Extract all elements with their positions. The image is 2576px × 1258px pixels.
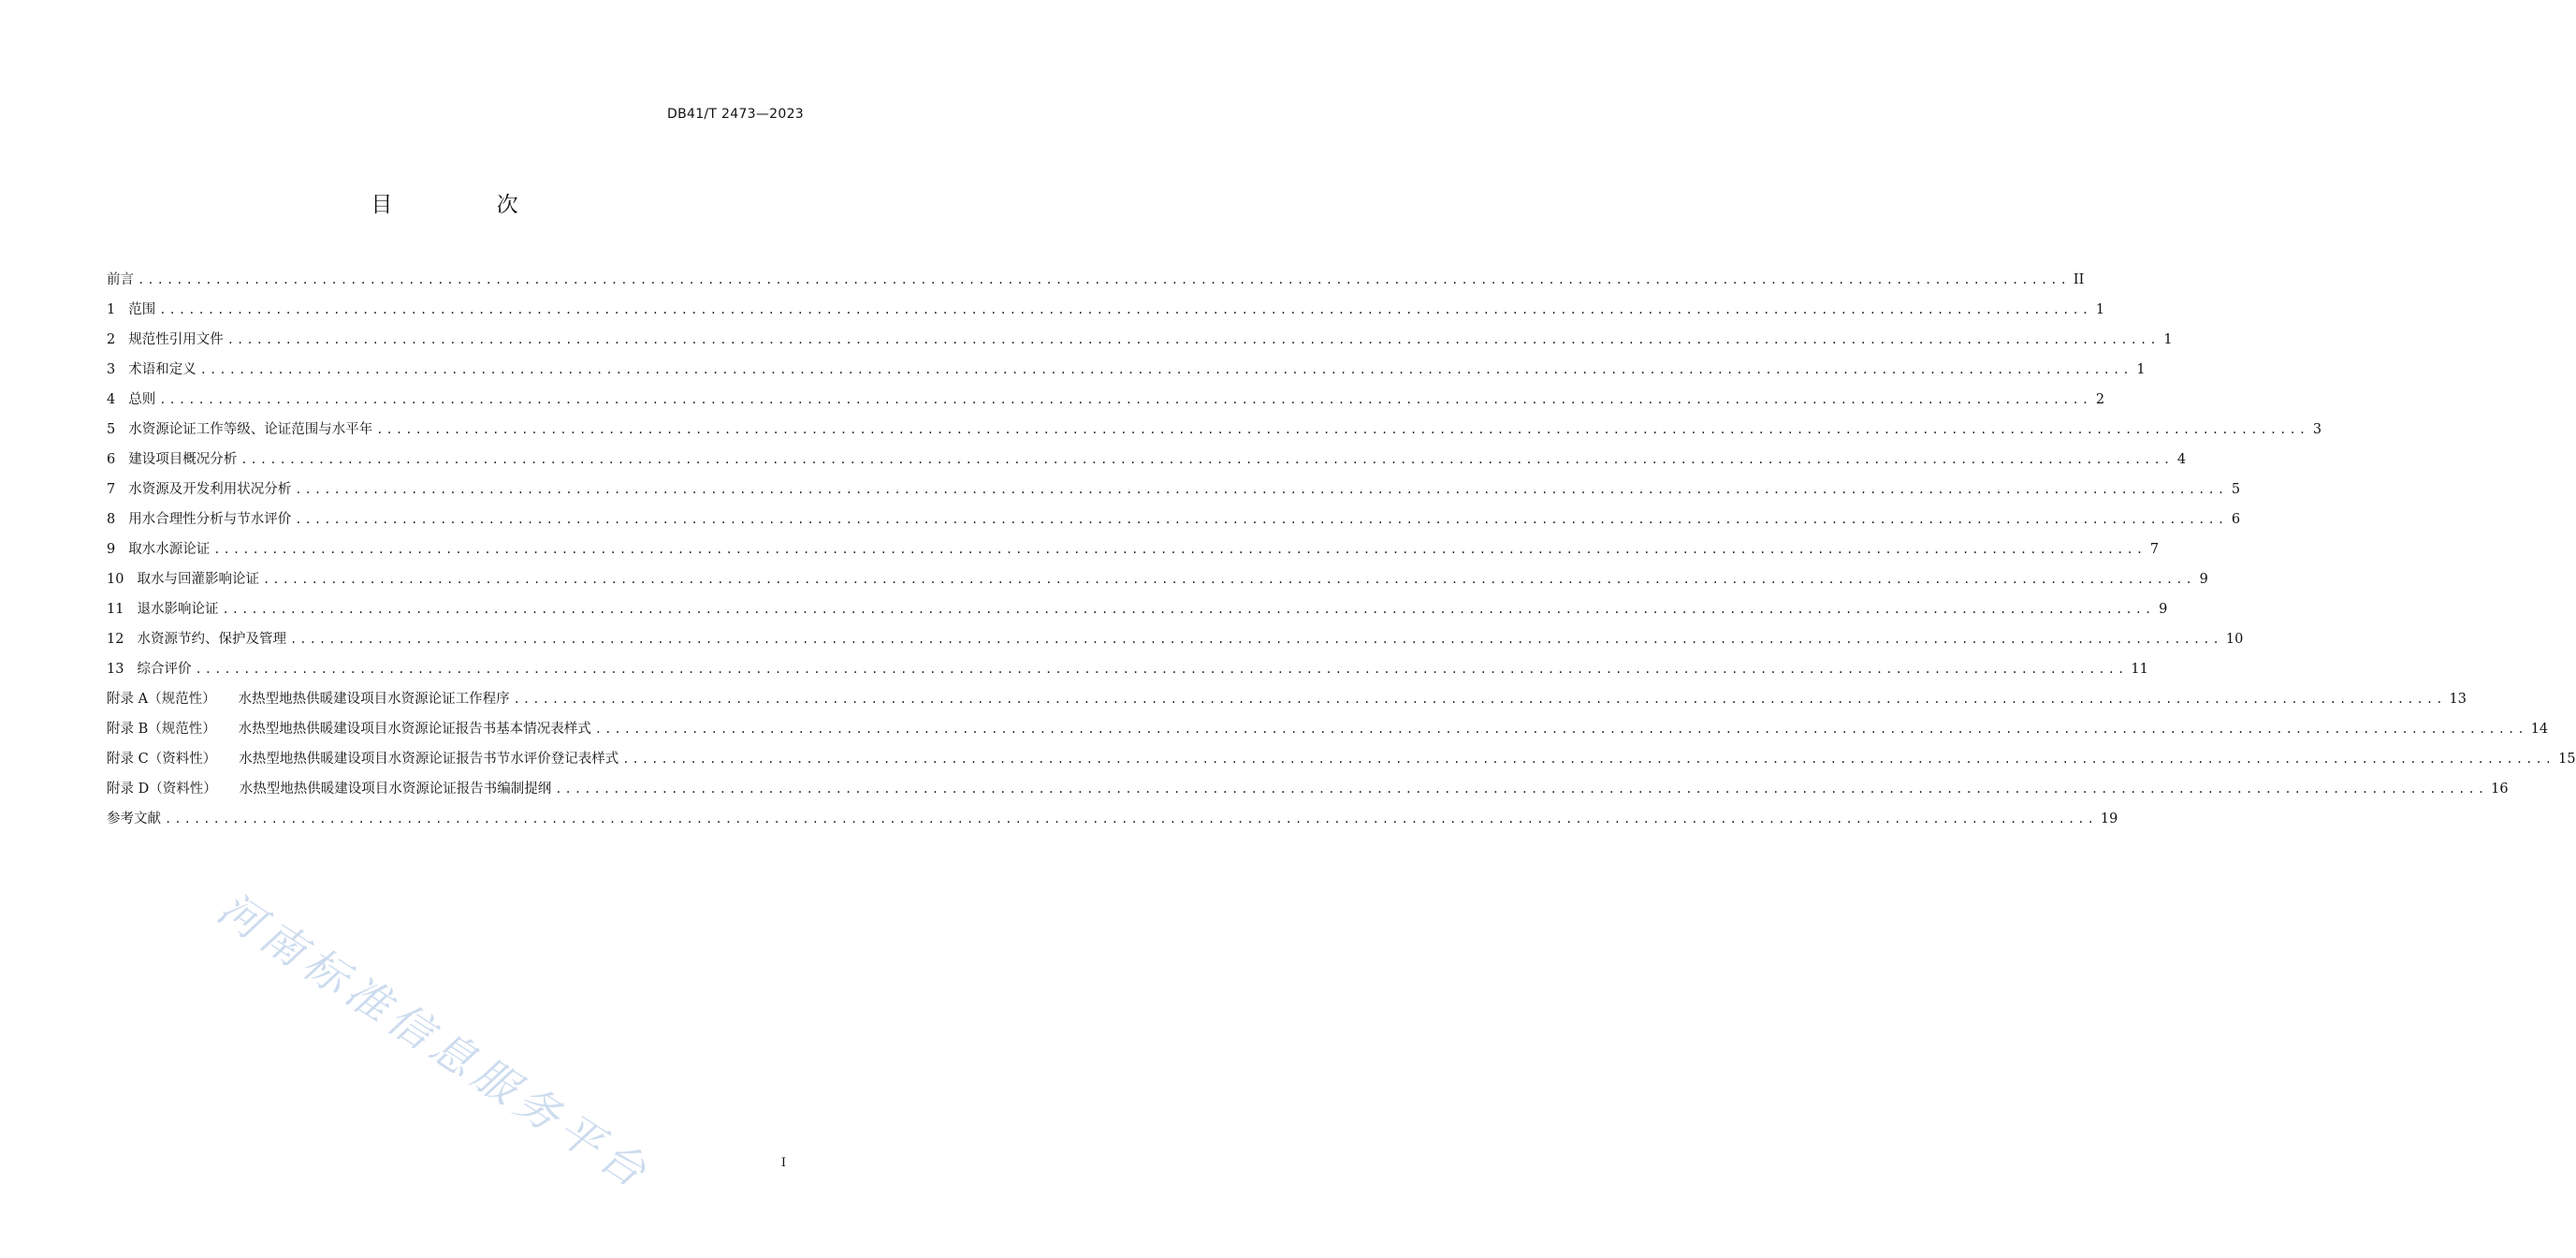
toc-entry-page: 9 — [2159, 602, 2168, 617]
toc-entry[interactable] — [107, 629, 2244, 659]
toc-dot-leader: ........................................................................................................................................................................................................ — [289, 633, 2222, 646]
toc-entry-label — [107, 569, 259, 590]
toc-entry-page: 1 — [2136, 362, 2146, 377]
toc-entry[interactable] — [107, 569, 2208, 599]
toc-entry-number: 附录 B（规范性） — [107, 722, 216, 737]
toc-entry[interactable] — [107, 719, 2549, 749]
toc-entry[interactable] — [107, 449, 2187, 479]
toc-entry[interactable] — [107, 779, 2509, 809]
toc-entry-number: 6 — [107, 452, 116, 467]
toc-entry-text: 范围 — [128, 302, 156, 317]
toc-entry-number: 12 — [107, 632, 124, 647]
toc-dot-leader: ........................................................................................................................................................................................................ — [594, 723, 2527, 736]
toc-entry-page: II — [2073, 272, 2085, 287]
page-number: I — [780, 1156, 786, 1170]
toc-entry-number: 7 — [107, 482, 116, 497]
toc-entry-page: 16 — [2491, 782, 2509, 797]
toc-entry-text: 取水与回灌影响论证 — [137, 572, 259, 587]
toc-entry-page: 1 — [2163, 332, 2173, 347]
toc-entry-text: 综合评价 — [137, 662, 192, 677]
toc-entry[interactable] — [107, 329, 2173, 359]
toc-entry[interactable] — [107, 539, 2160, 569]
toc-entry-page: 11 — [2131, 662, 2148, 677]
toc-entry-label — [107, 659, 191, 680]
toc-entry-page: 2 — [2095, 392, 2105, 407]
toc-entry-text: 水热型地热供暖建设项目水资源论证工作程序 — [238, 692, 510, 707]
toc-entry-text: 水资源节约、保护及管理 — [137, 632, 286, 647]
toc-entry-label — [107, 809, 161, 829]
toc-dot-leader: ........................................................................................................................................................................................................ — [165, 812, 2097, 826]
toc-dot-leader: ........................................................................................................................................................................................................ — [159, 393, 2092, 406]
toc-entry-label — [107, 599, 218, 620]
toc-entry[interactable] — [107, 389, 2105, 419]
toc-entry-text: 用水合理性分析与节水评价 — [128, 512, 292, 527]
toc-entry-page: 14 — [2530, 722, 2549, 737]
toc-entry-label — [107, 719, 591, 739]
toc-entry-page: 15 — [2558, 752, 2576, 767]
toc-entry[interactable] — [107, 359, 2146, 389]
toc-entry[interactable] — [107, 479, 2241, 509]
toc-dot-leader: ........................................................................................................................................................................................................ — [262, 573, 2195, 586]
toc-entry-text: 总则 — [128, 392, 156, 407]
toc-entry-page: 3 — [2312, 422, 2322, 437]
toc-entry-number: 9 — [107, 542, 116, 557]
standard-code: DB41/T 2473—2023 — [667, 107, 804, 122]
toc-entry-number: 4 — [107, 392, 116, 407]
toc-entry-text: 前言 — [107, 272, 134, 287]
toc-entry-label — [107, 779, 551, 799]
toc-entry[interactable] — [107, 809, 2118, 839]
toc-entry-page: 4 — [2176, 452, 2187, 467]
toc-entry-number: 13 — [107, 662, 124, 677]
toc-dot-leader: ........................................................................................................................................................................................................ — [199, 363, 2132, 376]
toc-entry-label — [107, 419, 372, 440]
toc-dot-leader: ........................................................................................................................................................................................................ — [138, 273, 2070, 286]
toc-entry-page: 1 — [2095, 302, 2105, 317]
toc-entry[interactable] — [107, 689, 2467, 719]
toc-entry-number: 附录 C（资料性） — [107, 752, 217, 767]
toc-entry-number: 2 — [107, 332, 116, 347]
toc-entry-number: 3 — [107, 362, 116, 377]
page-title: 目 次 — [371, 193, 567, 217]
toc-entry-text: 水资源及开发利用状况分析 — [128, 482, 292, 497]
toc-entry-text: 参考文献 — [107, 812, 161, 826]
toc-entry[interactable] — [107, 599, 2168, 629]
toc-entry-page: 13 — [2449, 692, 2467, 707]
toc-dot-leader: ........................................................................................................................................................................................................ — [555, 783, 2488, 796]
toc-entry-text: 取水水源论证 — [128, 542, 211, 557]
watermark: 河南标准信息服务平台 — [209, 882, 661, 1201]
toc-entry-page: 19 — [2100, 812, 2118, 826]
toc-entry-number: 10 — [107, 572, 124, 587]
toc-entry-label — [107, 479, 291, 500]
toc-entry-text: 退水影响论证 — [137, 602, 219, 617]
toc-entry-label — [107, 270, 134, 290]
toc-entry-number: 附录 D（资料性） — [107, 782, 217, 797]
toc-dot-leader: ........................................................................................................................................................................................................ — [513, 693, 2446, 706]
toc-entry-label — [107, 449, 237, 470]
toc-entry-label — [107, 749, 619, 769]
toc-dot-leader: ........................................................................................................................................................................................................ — [195, 663, 2128, 676]
toc-entry-number: 附录 A（规范性） — [107, 692, 216, 707]
toc-entry[interactable] — [107, 300, 2105, 329]
toc-dot-leader: ........................................................................................................................................................................................................ — [222, 603, 2155, 616]
toc-entry-page: 5 — [2231, 482, 2241, 497]
toc-entry-label — [107, 389, 155, 410]
toc-entry[interactable] — [107, 659, 2148, 689]
toc-entry-page: 10 — [2225, 632, 2244, 647]
toc-entry-page: 9 — [2199, 572, 2208, 587]
toc-dot-leader: ........................................................................................................................................................................................................ — [240, 453, 2174, 466]
toc-entry-text: 规范性引用文件 — [128, 332, 224, 347]
toc-entry-label — [107, 329, 224, 350]
toc-entry-number: 5 — [107, 422, 116, 437]
toc-entry-page: 6 — [2231, 512, 2241, 527]
toc-entry-number: 11 — [107, 602, 124, 617]
toc-entry-label — [107, 509, 291, 530]
toc-dot-leader: ........................................................................................................................................................................................................ — [226, 333, 2160, 346]
toc-entry[interactable] — [107, 419, 2322, 449]
toc-entry-text: 水资源论证工作等级、论证范围与水平年 — [128, 422, 373, 437]
toc-entry-text: 建设项目概况分析 — [128, 452, 238, 467]
toc-entry[interactable] — [107, 749, 2576, 779]
toc-entry-number: 1 — [107, 302, 116, 317]
toc-entry-label — [107, 539, 210, 560]
toc-entry-text: 水热型地热供暖建设项目水资源论证报告书节水评价登记表样式 — [239, 752, 619, 767]
toc-dot-leader: ........................................................................................................................................................................................................ — [622, 753, 2555, 766]
toc-entry-text: 水热型地热供暖建设项目水资源论证报告书编制提纲 — [239, 782, 552, 797]
toc-entry-number: 8 — [107, 512, 116, 527]
toc-dot-leader: ........................................................................................................................................................................................................ — [159, 303, 2092, 316]
toc-entry[interactable] — [107, 509, 2241, 539]
toc-entry-label — [107, 300, 155, 320]
toc-entry[interactable] — [107, 270, 2085, 300]
toc-entry-label — [107, 359, 196, 380]
toc-entry-text: 水热型地热供暖建设项目水资源论证报告书基本情况表样式 — [238, 722, 591, 737]
toc-entry-label — [107, 689, 510, 709]
toc-entry-text: 术语和定义 — [128, 362, 196, 377]
toc-entry-page: 7 — [2149, 542, 2160, 557]
table-of-contents — [107, 270, 2576, 839]
toc-dot-leader: ........................................................................................................................................................................................................ — [213, 543, 2147, 556]
toc-dot-leader: ........................................................................................................................................................................................................ — [295, 483, 2228, 496]
toc-dot-leader: ........................................................................................................................................................................................................ — [295, 513, 2228, 526]
toc-entry-label — [107, 629, 286, 650]
toc-dot-leader: ........................................................................................................................................................................................................ — [376, 423, 2309, 436]
